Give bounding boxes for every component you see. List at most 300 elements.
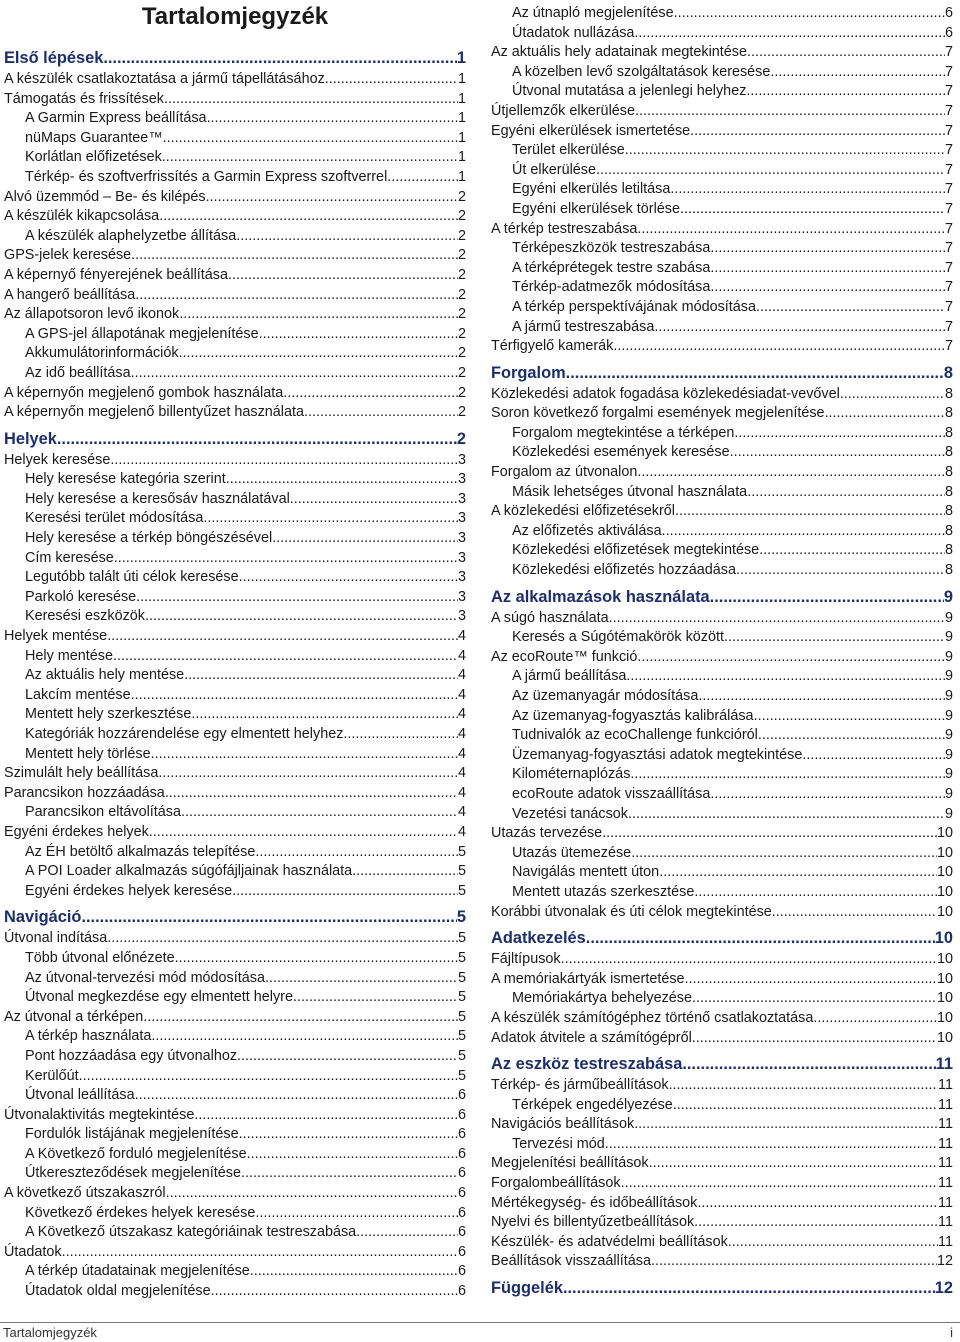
toc-page-number: 10 — [936, 970, 953, 987]
toc-section-link[interactable] — [4, 46, 466, 70]
toc-entry-link[interactable] — [491, 24, 953, 44]
toc-entry-link[interactable] — [491, 43, 953, 63]
toc-entry-title: Kerülőút — [25, 1067, 79, 1084]
toc-dot-leader — [690, 122, 945, 142]
toc-entry-title: Első lépések — [4, 49, 104, 67]
toc-entry-link[interactable] — [491, 337, 953, 357]
toc-entry-link[interactable] — [4, 1204, 466, 1224]
toc-page-number: 1 — [457, 90, 466, 107]
toc-entry-title: Térképek engedélyezése — [512, 1096, 673, 1113]
toc-entry-link[interactable] — [491, 903, 953, 923]
toc-page-number: 6 — [457, 1106, 466, 1123]
toc-entry-title: Terület elkerülése — [512, 142, 625, 159]
toc-entry-link[interactable] — [4, 90, 466, 110]
toc-dot-leader — [637, 648, 945, 668]
toc-entry-link[interactable] — [491, 122, 953, 142]
toc-dot-leader — [207, 109, 458, 129]
toc-entry-link[interactable] — [491, 259, 953, 279]
toc-entry-title: Kategóriák hozzárendelése egy elmentett helyhez — [25, 726, 344, 742]
toc-dot-leader — [710, 239, 945, 259]
toc-dot-leader — [649, 1154, 938, 1174]
toc-dot-leader — [692, 1029, 937, 1049]
toc-dot-leader — [181, 803, 458, 823]
page-title: Tartalomjegyzék — [141, 3, 329, 30]
toc-dot-leader — [113, 647, 458, 667]
toc-entry-link[interactable] — [491, 4, 953, 24]
toc-entry-link[interactable] — [4, 509, 466, 529]
toc-dot-leader — [651, 1252, 937, 1272]
toc-entry-link[interactable] — [4, 109, 466, 129]
toc-entry-link[interactable] — [4, 666, 466, 686]
toc-entry-link[interactable] — [491, 805, 953, 825]
toc-dot-leader — [356, 1223, 458, 1243]
toc-entry-link[interactable] — [4, 705, 466, 725]
toc-entry-title: Navigációs beállítások — [491, 1116, 635, 1133]
toc-dot-leader — [179, 305, 458, 325]
toc-entry-link[interactable] — [4, 843, 466, 863]
toc-entry-link[interactable] — [4, 725, 466, 745]
footer-section-label: Tartalomjegyzék — [3, 1325, 97, 1340]
toc-entry-title: Cím keresése — [25, 549, 114, 566]
footer-page-number: i — [950, 1325, 953, 1340]
toc-dot-leader — [813, 1009, 937, 1029]
toc-entry-link[interactable] — [491, 1194, 953, 1214]
toc-page-number: 7 — [944, 338, 953, 355]
toc-entry-link[interactable] — [4, 1223, 466, 1243]
toc-entry-link[interactable] — [4, 627, 466, 647]
toc-entry-link[interactable] — [491, 785, 953, 805]
toc-page-number: 7 — [944, 142, 953, 159]
toc-entry-link[interactable] — [4, 207, 466, 227]
toc-page-number: 7 — [944, 318, 953, 335]
toc-entry-link[interactable] — [4, 549, 466, 569]
toc-page-number: 6 — [457, 1126, 466, 1143]
toc-page-number: 7 — [944, 298, 953, 315]
toc-dot-leader — [184, 666, 458, 686]
toc-page-number: 5 — [457, 1008, 466, 1025]
toc-dot-leader — [211, 1282, 458, 1302]
toc-page-number: 9 — [944, 707, 953, 724]
toc-entry-link[interactable] — [4, 1164, 466, 1184]
toc-entry-link[interactable] — [491, 1213, 953, 1233]
toc-entry-title: Fordulók listájának megjelenítése — [25, 1126, 239, 1143]
toc-entry-title: Térképeszközök testreszabása — [512, 240, 711, 257]
toc-entry-link[interactable] — [491, 278, 953, 298]
toc-entry-link[interactable] — [4, 1067, 466, 1087]
toc-entry-link[interactable] — [491, 424, 953, 444]
toc-entry-link[interactable] — [4, 969, 466, 989]
toc-dot-leader — [107, 929, 458, 949]
toc-page-number: 3 — [457, 569, 466, 586]
toc-entry-title: Forgalom az útvonalon — [491, 464, 638, 481]
toc-entry-link[interactable] — [491, 746, 953, 766]
toc-entry-title: Szimulált hely beállítása — [4, 765, 159, 782]
toc-entry-link[interactable] — [4, 686, 466, 706]
toc-entry-link[interactable] — [4, 364, 466, 384]
toc-dot-leader — [625, 141, 945, 161]
toc-entry-link[interactable] — [4, 1145, 466, 1165]
toc-section-link[interactable] — [491, 926, 953, 950]
toc-page-number: 3 — [457, 510, 466, 527]
toc-entry-title: Forgalombeállítások — [491, 1175, 621, 1192]
toc-entry-link[interactable] — [4, 1243, 466, 1263]
toc-entry-link[interactable] — [4, 1008, 466, 1028]
toc-entry-link[interactable] — [4, 490, 466, 510]
toc-entry-link[interactable] — [491, 883, 953, 903]
toc-entry-link[interactable] — [4, 1106, 466, 1126]
toc-entry-link[interactable] — [4, 647, 466, 667]
toc-dot-leader — [103, 46, 457, 70]
toc-entry-link[interactable] — [491, 502, 953, 522]
toc-entry-link[interactable] — [4, 451, 466, 471]
toc-entry-link[interactable] — [491, 161, 953, 181]
toc-entry-title: Lakcím mentése — [25, 686, 131, 703]
toc-dot-leader — [772, 903, 937, 923]
toc-dot-leader — [304, 403, 458, 423]
toc-entry-link[interactable] — [491, 82, 953, 102]
toc-dot-leader — [206, 188, 458, 208]
toc-dot-leader — [802, 746, 945, 766]
toc-dot-leader — [692, 989, 937, 1009]
toc-dot-leader — [135, 286, 458, 306]
toc-page-number: 6 — [944, 24, 953, 41]
toc-entry-title: Navigáció — [4, 908, 82, 927]
toc-page-number: 8 — [944, 483, 953, 500]
toc-entry-title: Egyéni elkerülések törlése — [512, 200, 680, 217]
toc-dot-leader — [272, 529, 458, 549]
toc-entry-link[interactable] — [4, 1125, 466, 1145]
footer-rule — [0, 1322, 960, 1323]
toc-dot-leader — [563, 1276, 935, 1300]
toc-entry-link[interactable] — [491, 180, 953, 200]
toc-entry-title: ecoRoute adatok visszaállítása — [512, 785, 711, 802]
toc-entry-link[interactable] — [4, 70, 466, 90]
toc-entry-link[interactable] — [491, 102, 953, 122]
toc-dot-leader — [343, 725, 458, 745]
toc-entry-link[interactable] — [4, 607, 466, 627]
toc-entry-link[interactable] — [491, 726, 953, 746]
toc-entry-title: Másik lehetséges útvonal használata — [512, 483, 748, 500]
toc-entry-title: Készülék- és adatvédelmi beállítások — [491, 1233, 728, 1250]
toc-dot-leader — [698, 687, 945, 707]
toc-page-number: 6 — [457, 1145, 466, 1162]
toc-page-number: 6 — [457, 1224, 466, 1241]
toc-entry-link[interactable] — [491, 443, 953, 463]
toc-entry-link[interactable] — [491, 318, 953, 338]
toc-entry-title: Útadatok nullázása — [512, 24, 635, 41]
toc-entry-link[interactable] — [491, 648, 953, 668]
toc-dot-leader — [628, 805, 945, 825]
toc-entry-title: Az állapotsoron levő ikonok — [4, 306, 180, 323]
toc-page-number: 2 — [457, 247, 466, 264]
toc-dot-leader — [770, 63, 945, 83]
toc-page-number: 4 — [457, 765, 466, 782]
toc-dot-leader — [747, 483, 945, 503]
toc-entry-title: A GPS-jel állapotának megjelenítése — [25, 325, 259, 342]
toc-entry-link[interactable] — [4, 325, 466, 345]
toc-page-number: 11 — [935, 1055, 953, 1074]
toc-entry-link[interactable] — [4, 803, 466, 823]
toc-entry-link[interactable] — [4, 403, 466, 423]
toc-entry-link[interactable] — [4, 862, 466, 882]
toc-entry-title: Mentett hely szerkesztése — [25, 706, 192, 723]
toc-entry-link[interactable] — [491, 200, 953, 220]
toc-page-number: 5 — [457, 949, 466, 966]
toc-entry-link[interactable] — [4, 745, 466, 765]
toc-entry-link[interactable] — [4, 929, 466, 949]
toc-entry-link[interactable] — [491, 298, 953, 318]
toc-entry-title: Hely mentése — [25, 647, 113, 664]
toc-dot-leader — [710, 585, 944, 609]
toc-entry-title: Tervezési mód — [512, 1135, 605, 1152]
toc-dot-leader — [110, 451, 458, 471]
toc-page-number: 7 — [944, 44, 953, 61]
toc-dot-leader — [609, 609, 945, 629]
toc-page-number: 9 — [944, 727, 953, 744]
toc-entry-link[interactable] — [491, 1076, 953, 1096]
toc-page-number: 5 — [457, 863, 466, 880]
toc-entry-title: Akkumulátorinformációk — [25, 345, 179, 362]
toc-entry-link[interactable] — [491, 483, 953, 503]
toc-entry-link[interactable] — [491, 628, 953, 648]
toc-entry-link[interactable] — [4, 988, 466, 1008]
toc-entry-link[interactable] — [491, 863, 953, 883]
toc-entry-link[interactable] — [4, 764, 466, 784]
toc-dot-leader — [724, 628, 945, 648]
toc-dot-leader — [635, 102, 945, 122]
toc-page-number: 9 — [944, 746, 953, 763]
toc-page-number: 6 — [457, 1165, 466, 1182]
toc-entry-title: Útadatok oldal megjelenítése — [25, 1283, 211, 1300]
toc-dot-leader — [654, 318, 945, 338]
toc-entry-link[interactable] — [491, 239, 953, 259]
toc-entry-link[interactable] — [491, 463, 953, 483]
toc-entry-link[interactable] — [491, 765, 953, 785]
toc-entry-link[interactable] — [491, 1154, 953, 1174]
toc-page-number: 5 — [457, 1067, 466, 1084]
toc-entry-link[interactable] — [4, 1184, 466, 1204]
toc-dot-leader — [621, 1174, 938, 1194]
toc-page-number: 7 — [944, 279, 953, 296]
toc-page-number: 11 — [938, 1214, 953, 1231]
toc-entry-title: Hely keresése a térkép böngészésével — [25, 530, 273, 547]
toc-entry-link[interactable] — [4, 470, 466, 490]
toc-page-number: 2 — [457, 208, 466, 225]
toc-dot-leader — [57, 427, 457, 451]
toc-page-number: 10 — [936, 1029, 953, 1046]
toc-entry-title: Egyéni elkerülések ismertetése — [491, 122, 691, 139]
toc-left-column — [4, 46, 466, 1302]
toc-entry-link[interactable] — [491, 63, 953, 83]
toc-dot-leader — [175, 949, 458, 969]
toc-entry-link[interactable] — [491, 667, 953, 687]
toc-dot-leader — [149, 823, 458, 843]
toc-entry-link[interactable] — [491, 385, 953, 405]
toc-page-number: 3 — [457, 471, 466, 488]
toc-section-link[interactable] — [491, 585, 953, 609]
toc-dot-leader — [659, 863, 937, 883]
toc-entry-link[interactable] — [4, 384, 466, 404]
toc-dot-leader — [265, 969, 458, 989]
toc-entry-title: Közlekedési előfizetés hozzáadása — [512, 562, 736, 579]
toc-entry-link[interactable] — [4, 1086, 466, 1106]
toc-page-number: 5 — [457, 969, 466, 986]
toc-dot-leader — [747, 43, 945, 63]
toc-section-link[interactable] — [4, 905, 466, 929]
toc-page-number: 5 — [457, 930, 466, 947]
toc-page-number: 1 — [457, 110, 466, 127]
toc-entry-title: Az útnapló megjelenítése — [512, 5, 674, 21]
toc-page-number: 10 — [936, 990, 953, 1007]
toc-entry-title: A térkép perspektívájának módosítása — [512, 298, 756, 315]
toc-page-number: 7 — [944, 220, 953, 237]
toc-dot-leader — [637, 463, 945, 483]
toc-dot-leader — [247, 1145, 458, 1165]
toc-page-number: 10 — [936, 903, 953, 920]
toc-entry-link[interactable] — [491, 220, 953, 240]
toc-entry-title: A hangerő beállítása — [4, 286, 136, 303]
toc-dot-leader — [131, 246, 458, 266]
toc-dot-leader — [236, 227, 458, 247]
toc-entry-title: Az aktuális hely mentése — [25, 667, 185, 684]
toc-entry-title: A térkép használata — [25, 1028, 152, 1045]
toc-page-number: 4 — [457, 784, 466, 801]
toc-dot-leader — [631, 844, 937, 864]
toc-dot-leader — [239, 1125, 458, 1145]
toc-section-link[interactable] — [491, 1052, 953, 1076]
toc-dot-leader — [710, 259, 945, 279]
toc-entry-link[interactable] — [4, 529, 466, 549]
toc-page-number: 11 — [938, 1135, 953, 1152]
toc-page-number: 2 — [457, 325, 466, 342]
toc-dot-leader — [151, 1027, 458, 1047]
toc-page-number: 8 — [944, 522, 953, 539]
toc-entry-link[interactable] — [491, 1096, 953, 1116]
toc-entry-link[interactable] — [491, 541, 953, 561]
toc-entry-link[interactable] — [4, 1282, 466, 1302]
toc-dot-leader — [293, 988, 458, 1008]
toc-entry-link[interactable] — [4, 882, 466, 902]
toc-entry-link[interactable] — [491, 687, 953, 707]
toc-entry-title: Helyek mentése — [4, 628, 108, 645]
toc-entry-link[interactable] — [4, 784, 466, 804]
toc-page-number: 2 — [457, 404, 466, 421]
toc-page-number: 10 — [934, 929, 953, 948]
toc-entry-link[interactable] — [491, 824, 953, 844]
toc-dot-leader — [241, 1164, 458, 1184]
page-footer — [0, 1319, 960, 1342]
toc-section-link[interactable] — [4, 427, 466, 451]
toc-entry-link[interactable] — [4, 823, 466, 843]
toc-entry-link[interactable] — [4, 1047, 466, 1067]
toc-entry-link[interactable] — [491, 1233, 953, 1253]
toc-dot-leader — [179, 344, 458, 364]
toc-page-number: 4 — [457, 823, 466, 840]
toc-entry-link[interactable] — [4, 949, 466, 969]
toc-dot-leader — [680, 200, 945, 220]
toc-entry-link[interactable] — [4, 588, 466, 608]
toc-entry-link[interactable] — [491, 561, 953, 581]
toc-entry-link[interactable] — [4, 188, 466, 208]
toc-entry-title: A jármű beállítása — [512, 668, 627, 685]
toc-dot-leader — [634, 1115, 938, 1135]
toc-entry-link[interactable] — [491, 1252, 953, 1272]
toc-page-number: 7 — [944, 102, 953, 119]
toc-entry-link[interactable] — [491, 1029, 953, 1049]
toc-entry-title: A képernyőn megjelenő billentyűzet használata — [4, 404, 305, 421]
toc-entry-link[interactable] — [4, 305, 466, 325]
toc-entry-link[interactable] — [4, 1027, 466, 1047]
toc-entry-link[interactable] — [4, 227, 466, 247]
toc-entry-link[interactable] — [4, 129, 466, 149]
toc-dot-leader — [675, 502, 945, 522]
toc-page-number: 3 — [457, 549, 466, 566]
toc-entry-link[interactable] — [4, 246, 466, 266]
toc-entry-title: A POI Loader alkalmazás súgófájljainak használata — [25, 863, 353, 880]
toc-page-number: 8 — [944, 444, 953, 461]
toc-entry-title: Több útvonal előnézete — [25, 949, 175, 966]
toc-entry-link[interactable] — [4, 148, 466, 168]
toc-entry-title: A Garmin Express beállítása — [25, 110, 207, 127]
toc-page-number: 9 — [944, 785, 953, 802]
toc-entry-link[interactable] — [491, 609, 953, 629]
toc-entry-link[interactable] — [4, 266, 466, 286]
toc-entry-link[interactable] — [4, 286, 466, 306]
toc-entry-link[interactable] — [4, 1262, 466, 1282]
toc-page-number: 10 — [936, 951, 953, 968]
toc-entry-link[interactable] — [4, 168, 466, 188]
toc-entry-link[interactable] — [491, 1115, 953, 1135]
toc-entry-link[interactable] — [491, 141, 953, 161]
toc-entry-link[interactable] — [4, 568, 466, 588]
toc-dot-leader — [164, 90, 458, 110]
toc-section-link[interactable] — [491, 361, 953, 385]
toc-entry-title: A jármű testreszabása — [512, 318, 655, 335]
toc-entry-link[interactable] — [491, 950, 953, 970]
toc-page-number: 2 — [457, 286, 466, 303]
toc-entry-link[interactable] — [491, 1135, 953, 1155]
toc-entry-title: A készülék számítógéphez történő csatlakoztatása — [491, 1009, 814, 1026]
toc-entry-link[interactable] — [491, 989, 953, 1009]
toc-entry-link[interactable] — [491, 1009, 953, 1029]
toc-entry-link[interactable] — [491, 522, 953, 542]
toc-entry-link[interactable] — [491, 1174, 953, 1194]
toc-dot-leader — [250, 1262, 458, 1282]
toc-page-number: 11 — [938, 1096, 953, 1113]
toc-entry-link[interactable] — [4, 344, 466, 364]
toc-entry-link[interactable] — [491, 970, 953, 990]
toc-page-number: 4 — [457, 686, 466, 703]
toc-entry-title: A térkép testreszabása — [491, 220, 638, 237]
toc-page-number: 4 — [457, 667, 466, 684]
toc-dot-leader — [131, 686, 458, 706]
toc-entry-title: Egyéni érdekes helyek — [4, 823, 149, 840]
toc-entry-title: Soron következő forgalmi események megjelenítése — [491, 405, 825, 422]
toc-entry-title: Egyéni elkerülés letiltása — [512, 181, 671, 198]
toc-entry-title: Közlekedési események keresése — [512, 444, 730, 461]
toc-dot-leader — [325, 70, 458, 90]
toc-dot-leader — [682, 1052, 935, 1076]
toc-entry-link[interactable] — [491, 707, 953, 727]
toc-entry-link[interactable] — [491, 844, 953, 864]
toc-section-link[interactable] — [491, 1276, 953, 1300]
toc-dot-leader — [62, 1243, 458, 1263]
toc-entry-title: Az eszköz testreszabása — [491, 1055, 683, 1074]
toc-entry-link[interactable] — [491, 404, 953, 424]
toc-entry-title: Az üzemanyagár módosítása — [512, 688, 699, 704]
toc-entry-title: A Következő forduló megjelenítése — [25, 1145, 247, 1162]
toc-dot-leader — [630, 765, 945, 785]
